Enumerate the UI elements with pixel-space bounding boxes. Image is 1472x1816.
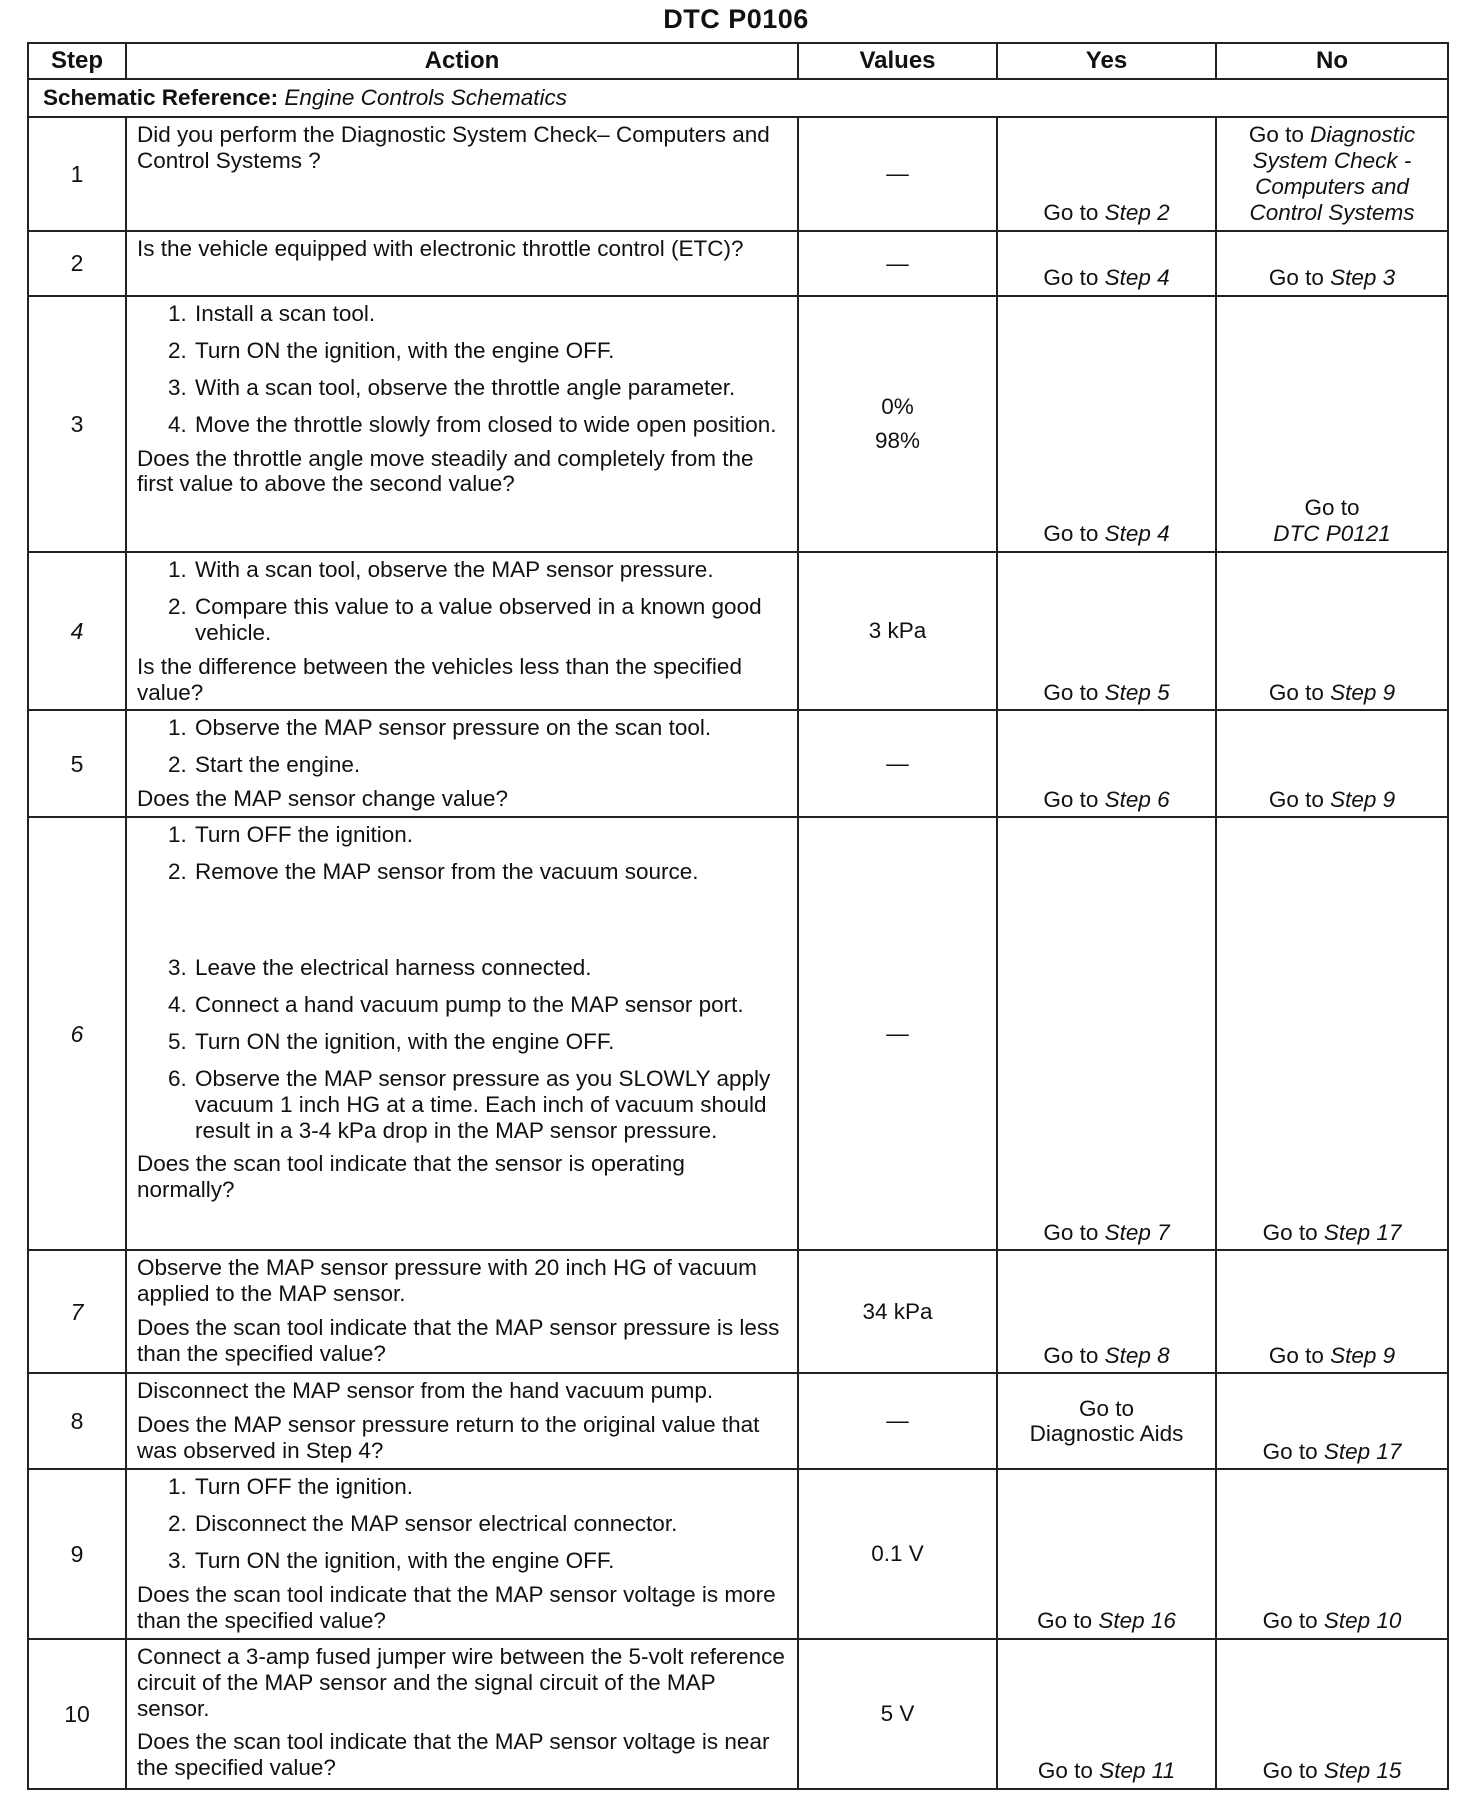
action-paragraph: Connect a 3-amp fused jumper wire between the 5-volt reference circuit of the MAP sensor and the signal circuit of the MAP sensor. xyxy=(137,1643,785,1721)
no-link[interactable]: Step 17 xyxy=(1323,1219,1402,1245)
yes-prefix: Go to xyxy=(1078,1395,1135,1421)
table-row xyxy=(28,1639,1448,1789)
no-cell xyxy=(1216,1639,1448,1789)
header-row xyxy=(28,43,1448,79)
value-cell: 0.1 V xyxy=(798,1469,997,1638)
value-cell: — xyxy=(798,710,997,817)
yes-link[interactable]: Step 7 xyxy=(1104,1219,1170,1245)
step-number: 10 xyxy=(28,1639,126,1789)
no-prefix: Go to xyxy=(1262,1219,1318,1245)
table-row xyxy=(28,1373,1448,1469)
action-step-item: 4. Connect a hand vacuum pump to the MAP sensor port. xyxy=(193,992,787,1018)
yes-cell xyxy=(997,296,1216,552)
action-question: Is the vehicle equipped with electronic throttle control (ETC)? xyxy=(137,236,744,261)
action-question: Does the MAP sensor change value? xyxy=(137,786,509,812)
action-step-item: 1. Turn OFF the ignition. xyxy=(193,1474,787,1500)
action-paragraph: Disconnect the MAP sensor from the hand vacuum pump. xyxy=(137,1378,714,1404)
value-cell: 5 V xyxy=(798,1639,997,1789)
no-link[interactable]: Step 9 xyxy=(1330,679,1396,705)
schematic-link[interactable]: Engine Controls Schematics xyxy=(284,85,568,111)
yes-cell xyxy=(997,710,1216,817)
value-cell: — xyxy=(798,117,997,231)
no-prefix: Go to xyxy=(1268,265,1324,291)
action-question: Does the scan tool indicate that the MAP sensor pressure is less than the specified value? xyxy=(137,1315,780,1366)
no-prefix: Go to xyxy=(1262,1757,1318,1783)
value-second: 98% xyxy=(874,428,921,453)
yes-cell xyxy=(997,817,1216,1250)
action-step-item: 1. With a scan tool, observe the MAP sensor pressure. xyxy=(193,557,787,583)
action-step-item: 2. Disconnect the MAP sensor electrical connector. xyxy=(193,1511,787,1537)
action-cell xyxy=(126,117,798,231)
action-step-item: 4. Move the throttle slowly from closed to wide open position. xyxy=(193,412,787,438)
table-row xyxy=(28,117,1448,231)
no-cell xyxy=(1216,817,1448,1250)
header-action: Action xyxy=(126,43,798,79)
action-steps xyxy=(137,301,787,438)
yes-cell xyxy=(997,1639,1216,1789)
no-link[interactable]: Step 3 xyxy=(1330,265,1396,291)
value-cell: 34 kPa xyxy=(798,1250,997,1373)
yes-prefix: Go to xyxy=(1043,1342,1099,1368)
yes-prefix: Go to xyxy=(1037,1757,1093,1783)
action-steps xyxy=(137,715,787,778)
table-row xyxy=(28,552,1448,710)
action-cell xyxy=(126,817,798,1250)
schematic-reference xyxy=(28,79,1448,117)
action-step-item: 3. Leave the electrical harness connected. xyxy=(193,955,787,981)
table-row xyxy=(28,1250,1448,1373)
action-cell xyxy=(126,710,798,817)
no-cell xyxy=(1216,296,1448,552)
yes-link[interactable]: Step 2 xyxy=(1104,200,1170,226)
action-question: Is the difference between the vehicles less than the specified value? xyxy=(137,653,742,705)
no-prefix: Go to xyxy=(1248,122,1304,147)
yes-prefix: Go to xyxy=(1043,679,1099,705)
action-question: Does the scan tool indicate that the sensor is operating normally? xyxy=(137,1151,685,1203)
value-cell: — xyxy=(798,817,997,1250)
no-link[interactable]: Step 10 xyxy=(1323,1607,1402,1633)
action-cell xyxy=(126,1373,798,1469)
step-number: 4 xyxy=(28,552,126,710)
no-cell xyxy=(1216,710,1448,817)
diagnostic-table xyxy=(27,42,1449,1790)
yes-cell xyxy=(997,1469,1216,1638)
no-link[interactable]: Step 9 xyxy=(1330,786,1396,812)
yes-prefix: Go to xyxy=(1037,1607,1093,1633)
yes-prefix: Go to xyxy=(1043,521,1099,547)
yes-cell xyxy=(997,552,1216,710)
page-title: DTC P0106 xyxy=(663,4,809,34)
header-no: No xyxy=(1216,43,1448,79)
header-step: Step xyxy=(28,43,126,79)
action-step-item: 2. Start the engine. xyxy=(193,752,787,778)
yes-prefix: Go to xyxy=(1043,786,1099,812)
yes-link[interactable]: Step 4 xyxy=(1104,265,1170,291)
schematic-label: Schematic Reference: xyxy=(43,85,279,111)
action-cell xyxy=(126,1469,798,1638)
yes-link[interactable]: Step 6 xyxy=(1104,786,1170,812)
step-number: 3 xyxy=(28,296,126,552)
yes-prefix: Go to xyxy=(1043,265,1099,291)
yes-cell xyxy=(997,117,1216,231)
no-cell xyxy=(1216,1250,1448,1373)
schematic-row xyxy=(28,79,1448,117)
action-step-item: 1. Observe the MAP sensor pressure on the scan tool. xyxy=(193,715,787,741)
no-link[interactable]: DTC P0121 xyxy=(1273,521,1391,547)
step-number: 9 xyxy=(28,1469,126,1638)
action-cell xyxy=(126,296,798,552)
table-row xyxy=(28,231,1448,296)
header-yes: Yes xyxy=(997,43,1216,79)
no-cell xyxy=(1216,117,1448,231)
no-prefix: Go to xyxy=(1262,1438,1318,1464)
step-number: 8 xyxy=(28,1373,126,1469)
no-prefix: Go to xyxy=(1262,1607,1318,1633)
no-cell xyxy=(1216,231,1448,296)
action-cell xyxy=(126,231,798,296)
step-number: 1 xyxy=(28,117,126,231)
action-question: Does the scan tool indicate that the MAP sensor voltage is near the specified value? xyxy=(137,1729,770,1781)
value-cell xyxy=(798,296,997,552)
value-cell: — xyxy=(798,1373,997,1469)
action-paragraph: Observe the MAP sensor pressure with 20 inch HG of vacuum applied to the MAP sensor. xyxy=(137,1255,757,1307)
yes-link[interactable]: Step 8 xyxy=(1104,1342,1170,1368)
no-prefix: Go to xyxy=(1304,495,1360,521)
value-first: 0% xyxy=(881,394,914,420)
action-steps xyxy=(137,557,787,646)
table-row xyxy=(28,710,1448,817)
yes-link[interactable]: Step 16 xyxy=(1098,1607,1176,1633)
value-cell: — xyxy=(798,231,997,296)
header-values: Values xyxy=(798,43,997,79)
no-prefix: Go to xyxy=(1268,679,1324,705)
action-step-item: 1. Install a scan tool. xyxy=(193,301,787,327)
action-question: Does the throttle angle move steadily and completely from the first value to above the second value? xyxy=(137,445,754,497)
no-prefix: Go to xyxy=(1268,786,1324,812)
yes-cell xyxy=(997,1373,1216,1469)
action-cell xyxy=(126,552,798,710)
action-step-item: 2. Remove the MAP sensor from the vacuum source. xyxy=(193,859,787,885)
action-question: Did you perform the Diagnostic System Check– Computers and Control Systems ? xyxy=(137,122,770,173)
action-step-item: 3. With a scan tool, observe the throttle angle parameter. xyxy=(193,375,787,401)
action-step-item: 2. Turn ON the ignition, with the engine OFF. xyxy=(193,338,787,364)
action-question: Does the scan tool indicate that the MAP sensor voltage is more than the specified value? xyxy=(137,1582,776,1633)
yes-prefix: Go to xyxy=(1043,200,1099,226)
step-number: 2 xyxy=(28,231,126,296)
yes-link[interactable]: Step 5 xyxy=(1104,679,1170,705)
yes-prefix: Go to xyxy=(1043,1219,1099,1245)
table-row xyxy=(28,817,1448,1250)
action-step-item: 6. Observe the MAP sensor pressure as you SLOWLY apply vacuum 1 inch HG at a time. Each inch of vacuum should result in a 3-4 kPa drop in the MAP sensor pressure. xyxy=(193,1066,787,1144)
step-number: 6 xyxy=(28,817,126,1250)
action-question: Does the MAP sensor pressure return to the original value that was observed in Step 4? xyxy=(137,1412,760,1464)
action-cell xyxy=(126,1639,798,1789)
yes-cell xyxy=(997,1250,1216,1373)
action-steps xyxy=(137,1474,787,1574)
table-row xyxy=(28,1469,1448,1638)
value-cell: 3 kPa xyxy=(798,552,997,710)
no-link[interactable]: Step 9 xyxy=(1330,1342,1396,1368)
action-step-item: 2. Compare this value to a value observed in a known good vehicle. xyxy=(193,594,787,646)
no-link[interactable]: Diagnostic System Check - Computers and Control Systems xyxy=(1249,122,1416,225)
action-cell xyxy=(126,1250,798,1373)
step-number: 7 xyxy=(28,1250,126,1373)
action-step-item: 1. Turn OFF the ignition. xyxy=(193,822,787,848)
table-row xyxy=(28,296,1448,552)
action-step-item: 3. Turn ON the ignition, with the engine OFF. xyxy=(193,1548,787,1574)
action-steps xyxy=(137,822,787,1143)
no-link[interactable]: Step 15 xyxy=(1323,1757,1402,1783)
yes-link[interactable]: Diagnostic Aids xyxy=(1029,1421,1184,1447)
no-cell xyxy=(1216,552,1448,710)
yes-link[interactable]: Step 11 xyxy=(1099,1757,1176,1783)
no-link[interactable]: Step 17 xyxy=(1323,1438,1402,1464)
yes-cell xyxy=(997,231,1216,296)
no-cell xyxy=(1216,1469,1448,1638)
action-step-item: 5. Turn ON the ignition, with the engine OFF. xyxy=(193,1029,787,1055)
no-prefix: Go to xyxy=(1268,1342,1324,1368)
step-number: 5 xyxy=(28,710,126,817)
yes-link[interactable]: Step 4 xyxy=(1104,521,1170,547)
no-cell xyxy=(1216,1373,1448,1469)
